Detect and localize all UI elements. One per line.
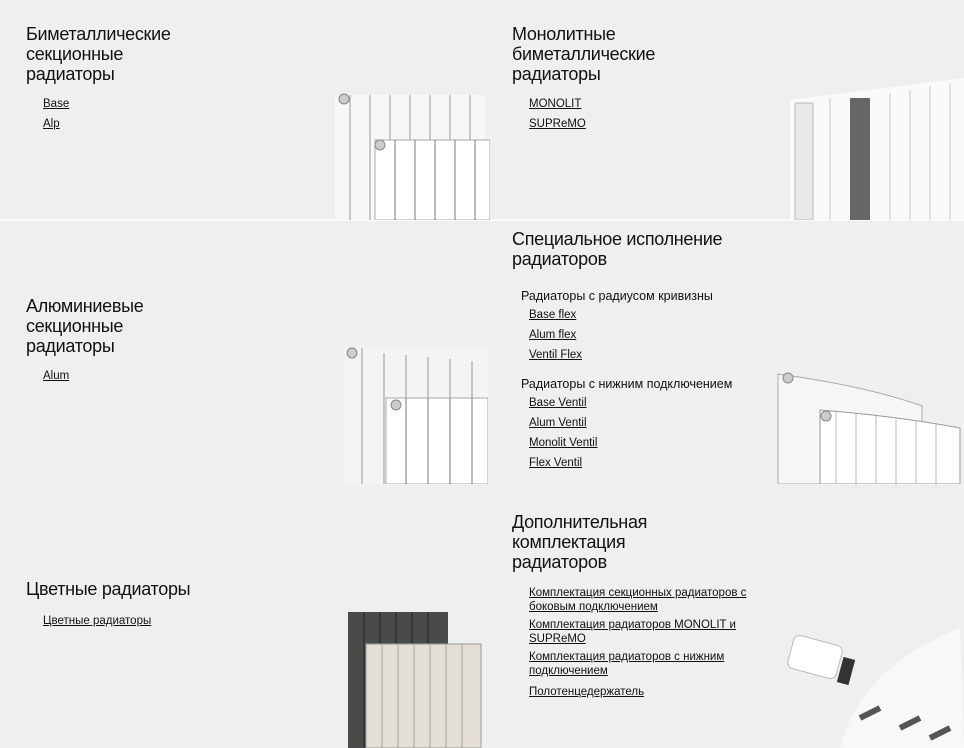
title-line: радиаторов <box>512 249 607 269</box>
title-line: секционные <box>26 316 124 336</box>
section-title <box>26 579 326 599</box>
bimetal-radiator-image <box>330 85 490 220</box>
title-line: биметаллические <box>512 44 656 64</box>
link-line: подключением <box>529 665 608 677</box>
title-line: радиаторы <box>512 64 601 84</box>
section-monolit <box>512 24 772 134</box>
link-supremo[interactable]: SUPReMO <box>529 118 586 130</box>
group-label-bottom: Радиаторы с нижним подключением <box>521 377 733 391</box>
thermostat-valve-image <box>780 628 964 748</box>
title-line: комплектация <box>512 532 626 552</box>
link-line: Комплектация радиаторов с нижним <box>529 651 725 663</box>
section-title <box>26 24 326 84</box>
alum-radiator-image <box>344 343 488 484</box>
group-label-curved: Радиаторы с радиусом кривизны <box>521 289 713 303</box>
title-line: радиаторы <box>26 64 115 84</box>
flex-radiator-image <box>776 366 962 484</box>
monolit-radiator-image <box>790 78 964 220</box>
link-extra-monolit[interactable] <box>529 618 736 646</box>
title-line: радиаторов <box>512 552 607 572</box>
link-alum-ventil[interactable]: Alum Ventil <box>529 417 587 429</box>
link-base[interactable]: Base <box>43 98 70 110</box>
section-title <box>512 229 772 269</box>
link-line: Комплектация секционных радиаторов с <box>529 587 747 599</box>
section-alum <box>26 296 326 386</box>
link-base-ventil[interactable]: Base Ventil <box>529 397 587 409</box>
section-title <box>512 512 772 572</box>
link-ventil-flex[interactable]: Ventil Flex <box>529 349 583 361</box>
link-color-radiators[interactable]: Цветные радиаторы <box>43 615 152 627</box>
link-towel-holder[interactable]: Полотенцедержатель <box>529 686 645 698</box>
link-flex-ventil[interactable]: Flex Ventil <box>529 457 583 469</box>
link-extra-side[interactable] <box>529 586 746 614</box>
section-bimetal <box>26 24 326 134</box>
section-color <box>26 579 326 631</box>
title-line: Цветные радиаторы <box>26 579 191 599</box>
link-line: SUPReMO <box>529 633 586 645</box>
link-monolit[interactable]: MONOLIT <box>529 98 582 110</box>
section-title <box>512 24 772 84</box>
link-alum[interactable]: Alum <box>43 370 70 382</box>
section-title <box>26 296 326 356</box>
title-line: Специальное исполнение <box>512 229 723 249</box>
title-line: Биметаллические <box>26 24 171 44</box>
link-alp[interactable]: Alp <box>43 118 60 130</box>
title-line: Дополнительная <box>512 512 648 532</box>
link-monolit-ventil[interactable]: Monolit Ventil <box>529 437 598 449</box>
section-special <box>512 229 772 473</box>
section-extra <box>512 512 772 703</box>
title-line: радиаторы <box>26 336 115 356</box>
link-extra-bottom[interactable] <box>529 650 724 678</box>
link-line: Комплектация радиаторов MONOLIT и <box>529 619 736 631</box>
color-radiator-image <box>346 604 486 748</box>
title-line: Монолитные <box>512 24 616 44</box>
link-alum-flex[interactable]: Alum flex <box>529 329 577 341</box>
title-line: Алюминиевые <box>26 296 144 316</box>
link-line: боковым подключением <box>529 601 658 613</box>
link-base-flex[interactable]: Base flex <box>529 309 577 321</box>
title-line: секционные <box>26 44 124 64</box>
